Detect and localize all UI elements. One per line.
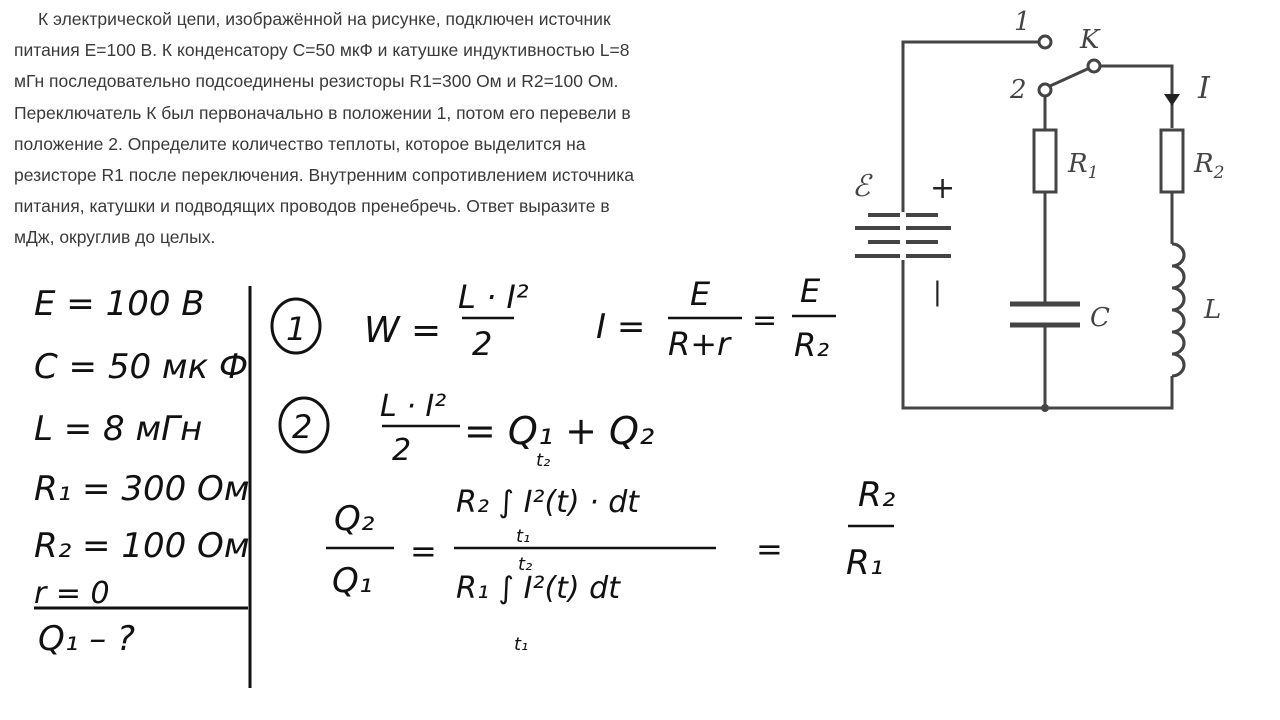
given-item: R₂ = 100 Ом (34, 526, 250, 566)
equals-sign: = (410, 532, 437, 570)
given-block (34, 284, 250, 688)
solution (272, 272, 896, 655)
given-item: C = 50 мк Ф (34, 347, 249, 387)
problem-line: Переключатель К был первоначально в положении 1, потом его перевели в (14, 102, 631, 123)
integral-lower-limit: t₁ (514, 634, 529, 655)
step2-rhs: = Q₁ + Q₂ (464, 409, 655, 453)
problem-line: мГн последовательно подсоединены резисторы R1=300 Ом и R2=100 Ом. (14, 71, 619, 92)
problem-line: питания, катушки и подводящих проводов пренебречь. Ответ выразите в (14, 196, 610, 217)
equals-sign: = (756, 530, 783, 568)
given-item: R₁ = 300 Ом (34, 469, 250, 509)
circuit-wire-outer (903, 42, 1172, 408)
ratio-numerator: Q₂ (334, 499, 375, 539)
problem-line: К электрической цепи, изображённой на рисунке, подключен источник (38, 9, 611, 29)
label-capacitor: C (1090, 303, 1110, 333)
result-numerator: R₂ (858, 475, 896, 515)
integral-numerator: R₂ ∫ I²(t) · dt (456, 485, 640, 520)
label-position-2: 2 (1010, 75, 1027, 105)
integral-lower-limit: t₁ (516, 526, 531, 547)
current-denominator: R+r (668, 325, 731, 363)
label-r1: $R_1$ (1068, 149, 1099, 183)
current-lhs: I = (596, 307, 646, 347)
current-numerator: E (690, 275, 711, 313)
problem-line: питания E=100 В. К конденсатору C=50 мкФ и катушке индуктивностью L=8 (14, 40, 630, 61)
label-minus: | (933, 277, 942, 307)
energy-lhs: W = (364, 310, 442, 351)
switch-terminal-1 (1039, 36, 1051, 48)
step2-denominator: 2 (392, 433, 412, 468)
find-item: Q₁ – ? (38, 619, 136, 659)
current-numerator-2: E (800, 272, 821, 310)
label-inductor: L (1204, 295, 1222, 325)
step-2-number: 2 (292, 408, 313, 446)
label-emf: ℰ (852, 169, 871, 204)
result-denominator: R₁ (846, 543, 884, 583)
current-arrow-icon (1164, 94, 1180, 106)
step2-numerator: L · I² (380, 389, 447, 424)
switch-pivot (1088, 60, 1100, 72)
problem-line: положение 2. Определите количество теплоты, которое выделится на (14, 133, 586, 154)
label-position-1: 1 (1014, 7, 1031, 37)
step-1-number: 1 (286, 310, 307, 348)
junction-dot (1041, 404, 1049, 412)
energy-numerator: L · I² (458, 278, 529, 316)
label-r2: $R_2$ (1194, 149, 1225, 183)
problem-line: резисторе R1 после переключения. Внутренним сопротивлением источника (14, 165, 634, 186)
label-current: I (1198, 71, 1210, 106)
current-denominator-2: R₂ (794, 326, 830, 364)
problem-line: мДж, округлив до целых. (14, 227, 216, 248)
energy-denominator: 2 (472, 325, 493, 363)
given-item: E = 100 B (34, 284, 205, 324)
resistor-r1 (1034, 130, 1056, 192)
equals-sign: = (752, 303, 778, 338)
given-item: r = 0 (34, 576, 110, 611)
integral-upper-limit: t₂ (518, 554, 533, 575)
label-switch-k: K (1080, 25, 1100, 55)
switch-terminal-2 (1039, 84, 1051, 96)
ratio-denominator: Q₁ (332, 561, 373, 601)
given-item: L = 8 мГн (34, 409, 203, 449)
label-plus: + (930, 171, 956, 206)
integral-denominator: R₁ ∫ I²(t) dt (456, 571, 620, 606)
integral-upper-limit: t₂ (536, 450, 551, 471)
